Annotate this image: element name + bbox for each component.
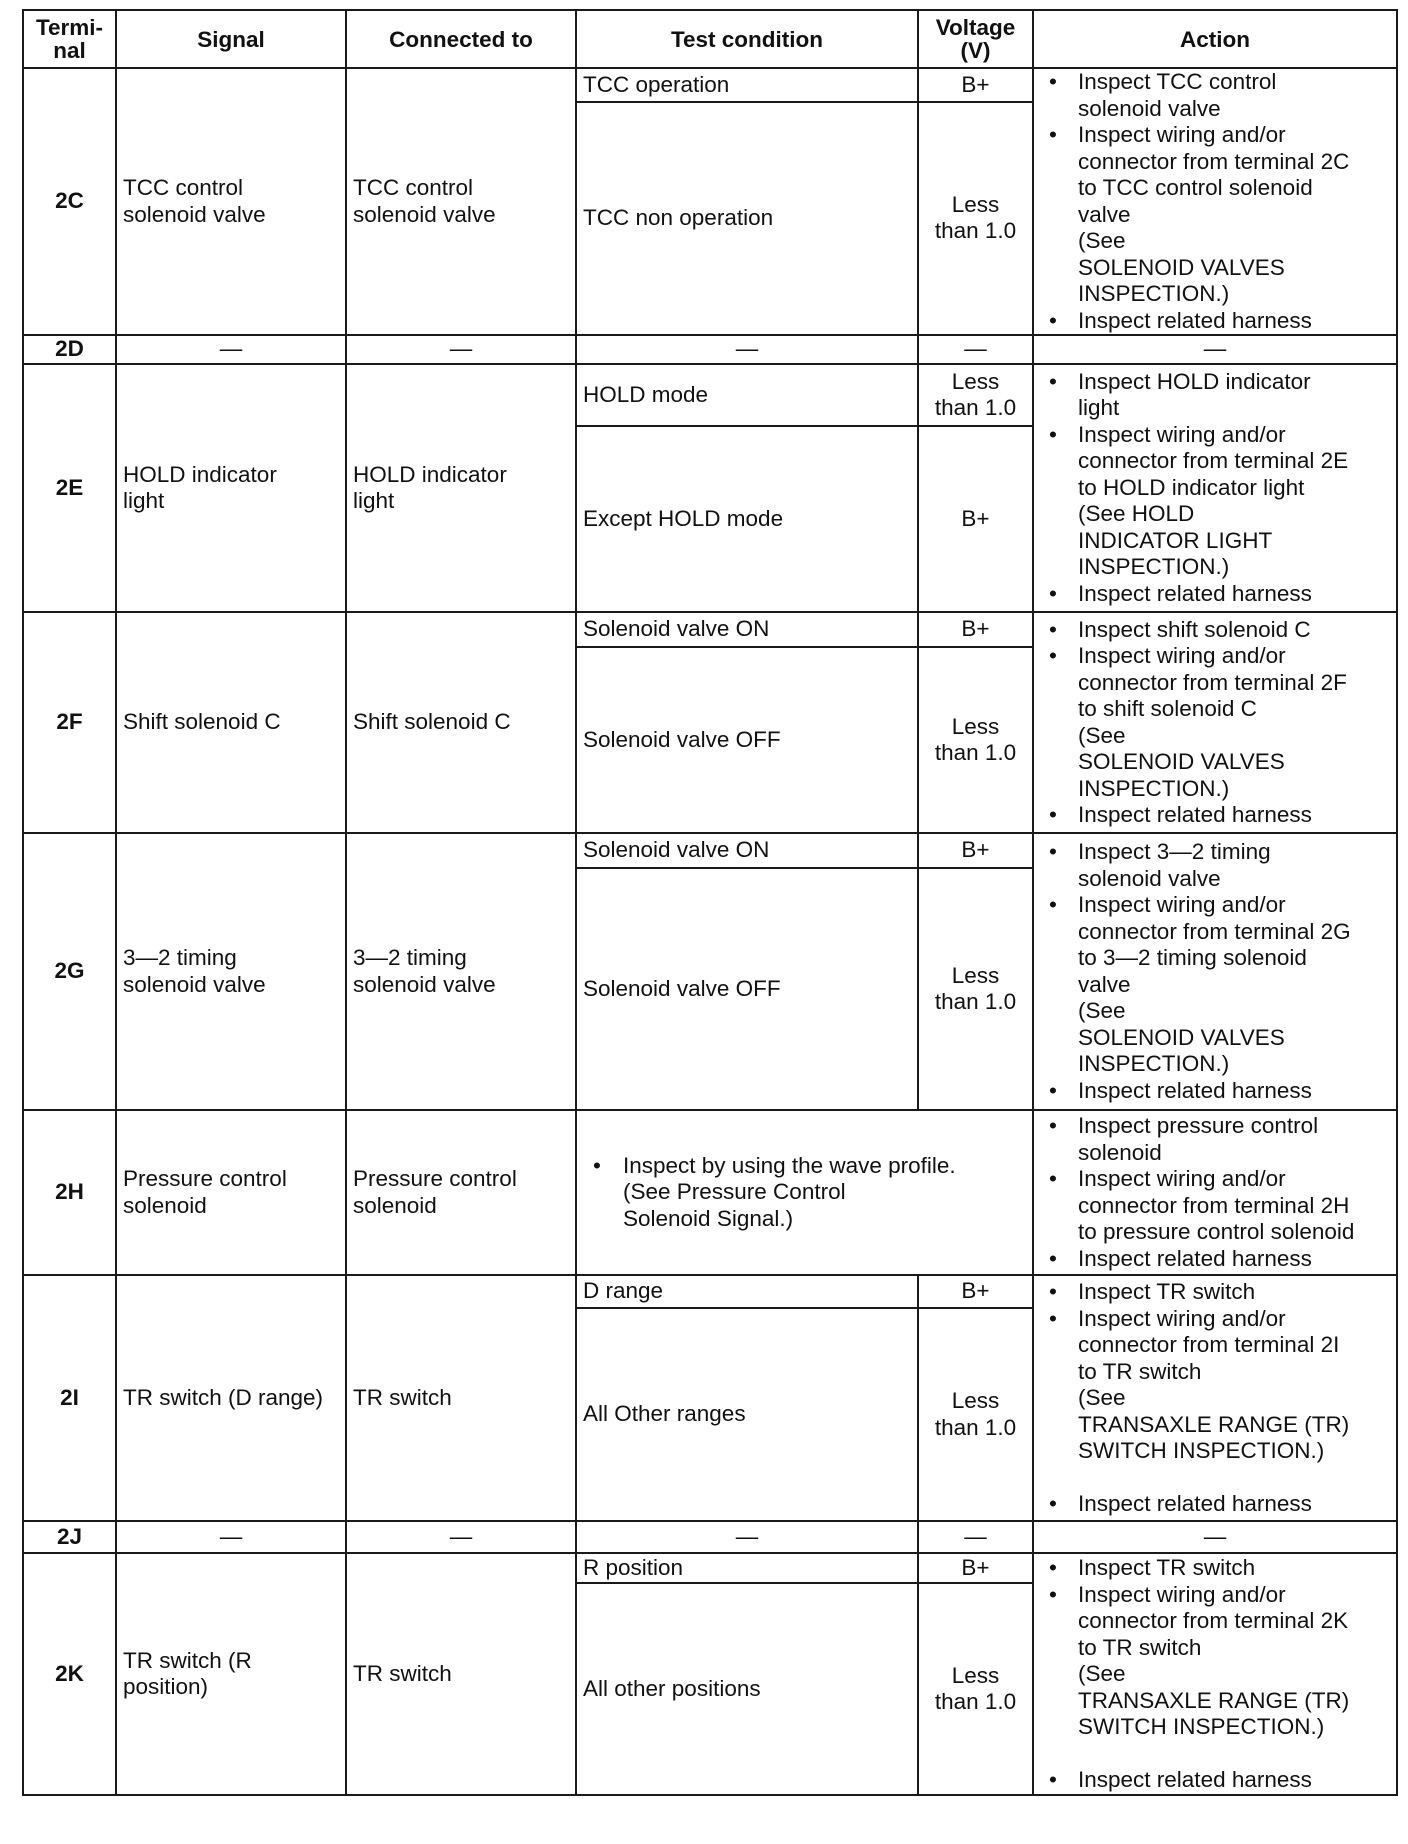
connected-cell: Shift solenoid C [346,612,576,833]
header-signal: Signal [116,10,346,68]
action-item: • Inspect 3—2 timing solenoid valve [1040,839,1390,892]
voltage-cell: B+ [918,68,1033,102]
signal-cell: Shift solenoid C [116,612,346,833]
action-item: • Inspect wiring and/or connector from terminal 2F to shift solenoid C (See SOLENOID VALVES INSPECTION.) [1040,643,1390,802]
table-row [23,335,1397,364]
signal-cell: HOLD indicator light [116,364,346,612]
action-item: • Inspect wiring and/or connector from terminal 2I to TR switch (See TRANSAXLE RANGE (TR) SWITCH INSPECTION.) [1040,1306,1390,1465]
action-item: • Inspect HOLD indicator light [1040,369,1390,422]
header-voltage: Voltage (V) [918,10,1033,68]
empty-cell: — [918,1521,1033,1553]
table-row [23,68,1397,102]
voltage-cell: Less than 1.0 [918,868,1033,1110]
signal-cell: TR switch (R position) [116,1553,346,1795]
table-row [23,612,1397,647]
condition-cell: D range [576,1275,918,1308]
table-header-row [23,10,1397,68]
action-item: • Inspect related harness [1040,581,1390,608]
signal-cell: Pressure control solenoid [116,1110,346,1275]
table-row [23,1521,1397,1553]
action-item: • Inspect TR switch [1040,1555,1390,1582]
condition-cell: R position [576,1553,918,1583]
empty-cell: — [1033,335,1397,364]
action-item: • Inspect TCC control solenoid valve [1040,69,1390,122]
voltage-cell: Less than 1.0 [918,102,1033,335]
signal-cell: TCC control solenoid valve [116,68,346,335]
action-cell [1033,364,1397,612]
header-action: Action [1033,10,1397,68]
action-item: • Inspect wiring and/or connector from terminal 2K to TR switch (See TRANSAXLE RANGE (TR) SWITCH INSPECTION.) [1040,1582,1390,1741]
connected-cell: Pressure control solenoid [346,1110,576,1275]
empty-cell: — [116,1521,346,1553]
terminal-cell: 2D [23,335,116,364]
connected-cell: TR switch [346,1553,576,1795]
action-item: • Inspect wiring and/or connector from terminal 2E to HOLD indicator light (See HOLD INDICATOR LIGHT INSPECTION.) [1040,422,1390,581]
action-cell [1033,1553,1397,1795]
action-cell [1033,612,1397,833]
terminal-cell: 2C [23,68,116,335]
empty-cell: — [576,335,918,364]
action-item: • Inspect wiring and/or connector from terminal 2H to pressure control solenoid [1040,1166,1390,1246]
action-item: • Inspect pressure control solenoid [1040,1113,1390,1166]
empty-cell: — [576,1521,918,1553]
connected-cell: 3—2 timing solenoid valve [346,833,576,1110]
signal-cell: 3—2 timing solenoid valve [116,833,346,1110]
action-cell [1033,1110,1397,1275]
voltage-cell: Less than 1.0 [918,1583,1033,1795]
table-row [23,1110,1397,1275]
header-connected-to: Connected to [346,10,576,68]
action-item: • Inspect related harness [1040,1491,1390,1518]
condition-cell: Solenoid valve OFF [576,647,918,833]
action-item: • Inspect related harness [1040,802,1390,829]
connected-cell: TR switch [346,1275,576,1521]
condition-cell: Solenoid valve ON [576,833,918,868]
condition-cell: Solenoid valve OFF [576,868,918,1110]
voltage-cell: Less than 1.0 [918,647,1033,833]
condition-note-cell [576,1110,1033,1275]
action-cell [1033,833,1397,1110]
action-item: • Inspect related harness [1040,308,1390,335]
voltage-cell: B+ [918,426,1033,612]
condition-note: • Inspect by using the wave profile. [583,1153,1026,1180]
action-cell [1033,1275,1397,1521]
condition-cell: TCC operation [576,68,918,102]
voltage-cell: Less than 1.0 [918,364,1033,426]
action-item: • Inspect wiring and/or connector from terminal 2C to TCC control solenoid valve (See SOLENOID VALVES INSPECTION.) [1040,122,1390,308]
table-row [23,1275,1397,1308]
empty-cell: — [116,335,346,364]
terminal-cell: 2E [23,364,116,612]
condition-cell: Solenoid valve ON [576,612,918,647]
empty-cell: — [918,335,1033,364]
signal-cell: TR switch (D range) [116,1275,346,1521]
action-item: • Inspect shift solenoid C [1040,617,1390,644]
terminal-cell: 2F [23,612,116,833]
terminal-cell: 2G [23,833,116,1110]
terminal-cell: 2I [23,1275,116,1521]
action-item: • Inspect related harness [1040,1246,1390,1273]
condition-cell: Except HOLD mode [576,426,918,612]
action-item: • Inspect related harness [1040,1767,1390,1794]
connected-cell: HOLD indicator light [346,364,576,612]
empty-cell: — [346,335,576,364]
table-row [23,833,1397,868]
action-cell [1033,68,1397,335]
table-row [23,1553,1397,1583]
voltage-cell: B+ [918,1275,1033,1308]
empty-cell: — [346,1521,576,1553]
voltage-cell: B+ [918,833,1033,868]
terminal-cell: 2J [23,1521,116,1553]
table-row [23,364,1397,426]
voltage-cell: B+ [918,1553,1033,1583]
condition-note-reference: (See Pressure Control Solenoid Signal.) [623,1179,846,1231]
condition-cell: All other positions [576,1583,918,1795]
voltage-cell: B+ [918,612,1033,647]
terminal-cell: 2K [23,1553,116,1795]
terminal-cell: 2H [23,1110,116,1275]
terminal-voltage-table [22,9,1398,1796]
action-item: • Inspect wiring and/or connector from terminal 2G to 3—2 timing solenoid valve (See SOLENOID VALVES INSPECTION.) [1040,892,1390,1078]
connected-cell: TCC control solenoid valve [346,68,576,335]
condition-cell: All Other ranges [576,1308,918,1521]
header-terminal: Termi- nal [23,10,116,68]
action-item: • Inspect TR switch [1040,1279,1390,1306]
voltage-cell: Less than 1.0 [918,1308,1033,1521]
condition-cell: TCC non operation [576,102,918,335]
action-item: • Inspect related harness [1040,1078,1390,1105]
condition-cell: HOLD mode [576,364,918,426]
header-test-condition: Test condition [576,10,918,68]
empty-cell: — [1033,1521,1397,1553]
